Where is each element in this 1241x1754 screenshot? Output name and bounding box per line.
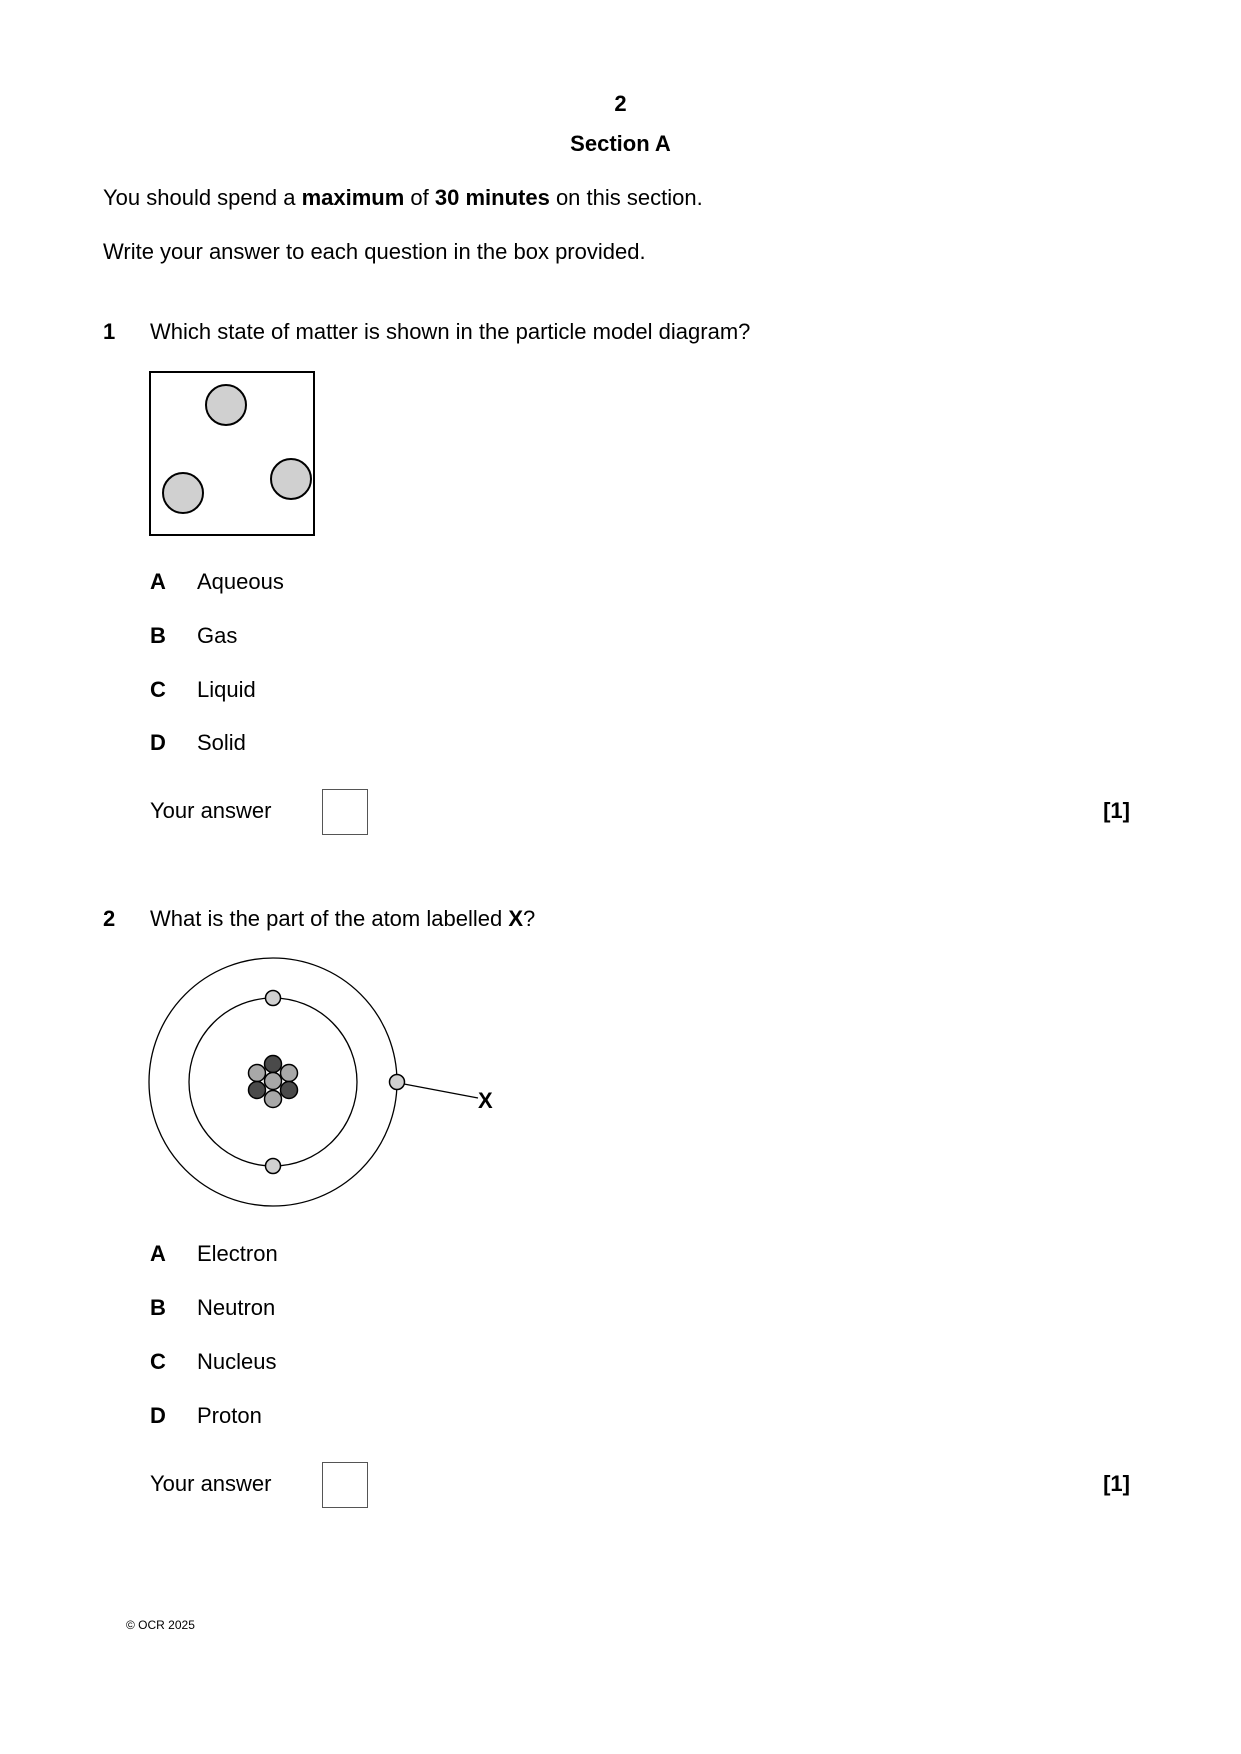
q1-option-b-text: Gas <box>197 623 238 648</box>
q1-option-a-text: Aqueous <box>197 569 284 594</box>
question-2-number: 2 <box>103 906 116 931</box>
q1-answer-box[interactable] <box>322 789 368 835</box>
question-2-text: What is the part of the atom labelled X? <box>150 906 536 931</box>
q1-option-b-letter: B <box>150 623 166 648</box>
proton <box>265 1056 282 1073</box>
q2-option-a-text: Electron <box>197 1241 278 1266</box>
q2-option-d-letter: D <box>150 1403 166 1428</box>
gas-particle <box>163 473 203 513</box>
section-title: Section A <box>570 131 671 156</box>
q1-option-a-letter: A <box>150 569 166 594</box>
q1-marks: [1] <box>1103 798 1130 823</box>
electron <box>266 991 281 1006</box>
question-1-number: 1 <box>103 319 116 344</box>
q2-option-c-text: Nucleus <box>197 1349 277 1374</box>
atom-diagram <box>148 955 508 1215</box>
q1-option-d-text: Solid <box>197 730 246 755</box>
electron <box>266 1159 281 1174</box>
question-1-text: Which state of matter is shown in the particle model diagram? <box>150 319 751 344</box>
page-number: 2 <box>614 91 627 116</box>
nucleus <box>249 1056 298 1108</box>
q2-option-d-text: Proton <box>197 1403 262 1428</box>
label-leader-line <box>404 1084 478 1098</box>
neutron <box>265 1073 282 1090</box>
instruction-answer-box: Write your answer to each question in the box provided. <box>103 239 646 264</box>
q1-answer-label: Your answer <box>150 798 272 823</box>
q1-option-c-text: Liquid <box>197 677 256 702</box>
gas-particle <box>271 459 311 499</box>
electron-labelled-x <box>390 1075 405 1090</box>
q2-option-c-letter: C <box>150 1349 166 1374</box>
proton <box>281 1082 298 1099</box>
q2-option-a-letter: A <box>150 1241 166 1266</box>
q2-answer-label: Your answer <box>150 1471 272 1496</box>
neutron <box>265 1091 282 1108</box>
neutron <box>249 1065 266 1082</box>
q1-option-c-letter: C <box>150 677 166 702</box>
instruction-time: You should spend a maximum of 30 minutes on this section. <box>103 185 703 210</box>
gas-particle <box>206 385 246 425</box>
q2-marks: [1] <box>1103 1471 1130 1496</box>
neutron <box>281 1065 298 1082</box>
particle-model-diagram <box>148 370 318 540</box>
q2-option-b-letter: B <box>150 1295 166 1320</box>
label-x: X <box>478 1088 493 1113</box>
q2-option-b-text: Neutron <box>197 1295 276 1320</box>
q1-option-d-letter: D <box>150 730 166 755</box>
q2-answer-box[interactable] <box>322 1462 368 1508</box>
copyright-notice: © OCR 2025 <box>126 1618 195 1632</box>
proton <box>249 1082 266 1099</box>
